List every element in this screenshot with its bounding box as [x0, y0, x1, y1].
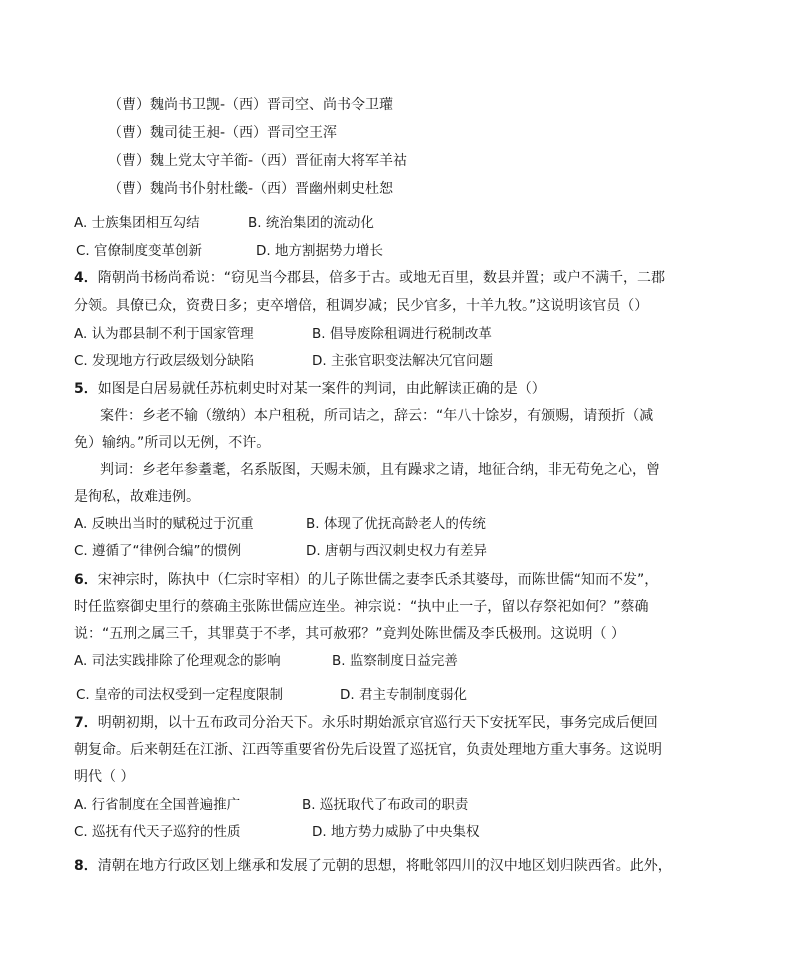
question-7-line-2: 朝复命。后来朝廷在江浙、江西等重要省份先后设置了巡抚官，负责处理地方重大事务。这说明: [74, 742, 662, 758]
q5-option-b: B. 体现了优抚高龄老人的传统: [306, 516, 486, 532]
q5-option-a: A. 反映出当时的赋税过于沉重: [74, 516, 254, 532]
q5-option-d: D. 唐朝与西汉刺史权力有差异: [306, 543, 487, 559]
q5-case-line-1: 案件：乡老不输（缴纳）本户租税，所司诘之，辞云：“年八十馀岁，有颁赐，请预折（减: [100, 408, 654, 424]
official-pair-1: （曹）魏尚书卫觊-（西）晋司空、尚书令卫瓘: [108, 97, 394, 113]
q6-option-b: B. 监察制度日益完善: [332, 653, 458, 669]
q6-option-d: D. 君主专制制度弱化: [340, 687, 467, 703]
question-5-number: 5．: [74, 381, 98, 397]
q7-option-c: C. 巡抚有代天子巡狩的性质: [74, 824, 241, 840]
q5-case-line-2: 免）输纳。”所司以无例，不许。: [74, 435, 271, 451]
q3-option-a: A. 士族集团相互勾结: [74, 215, 200, 231]
q6-option-a: A. 司法实践排除了伦理观念的影响: [74, 653, 281, 669]
official-pair-2: （曹）魏司徒王昶-（西）晋司空王浑: [108, 125, 338, 141]
question-6-line-2: 时任监察御史里行的蔡确主张陈世儒应连坐。神宗说：“执中止一子，留以存祭祀如何？”蔡确: [74, 599, 649, 615]
official-pair-3: （曹）魏上党太守羊衜-（西）晋征南大将军羊祜: [108, 153, 408, 169]
q7-option-b: B. 巡抚取代了布政司的职责: [302, 797, 469, 813]
q3-option-c: C. 官僚制度变革创新: [76, 243, 203, 259]
question-6-number: 6．: [74, 572, 98, 588]
q3-option-d: D. 地方割据势力增长: [256, 243, 383, 259]
question-7-line-1: 7．明朝初期，以十五布政司分治天下。永乐时期始派京官巡行天下安抚军民，事务完成后便回: [74, 715, 658, 731]
question-4-line-1: 4．隋朝尚书杨尚希说：“窃见当今郡县，倍多于古。或地无百里，数县并置；或户不满千，二郡: [74, 270, 666, 286]
question-8-line-1: 8．清朝在地方行政区划上继承和发展了元朝的思想，将毗邻四川的汉中地区划归陕西省。此外，: [74, 858, 672, 874]
q6-option-c: C. 皇帝的司法权受到一定程度限制: [76, 687, 284, 703]
q4-option-d: D. 主张官职变法解决冗官问题: [312, 353, 493, 369]
q4-option-c: C. 发现地方行政层级划分缺陷: [74, 353, 255, 369]
question-6-line-1: 6．宋神宗时，陈执中（仁宗时宰相）的儿子陈世儒之妻李氏杀其婆母，而陈世儒“知而不发”，: [74, 572, 659, 588]
question-7-number: 7．: [74, 715, 98, 731]
question-6-line-3: 说：“五刑之属三千，其罪莫于不孝，其可赦邪？”竟判处陈世儒及李氏极刑。这说明（ ）: [74, 626, 625, 642]
question-7-line-3: 明代（ ）: [74, 769, 135, 785]
q5-verdict-line-1: 判词：乡老年参耋耄，名系版图，天赐未颁，且有躁求之请，地征合纳，非无苟免之心，曾: [100, 462, 660, 478]
q7-option-d: D. 地方势力威胁了中央集权: [312, 824, 480, 840]
question-4-line-2: 分领。具僚已众，资费日多；吏卒增倍，租调岁减；民少官多，十羊九牧。”这说明该官员（）: [74, 298, 649, 314]
question-4-number: 4．: [74, 270, 98, 286]
q3-option-b: B. 统治集团的流动化: [248, 215, 374, 231]
question-8-number: 8．: [74, 858, 98, 874]
question-5-stem: 5．如图是白居易就任苏杭刺史时对某一案件的判词，由此解读正确的是（）: [74, 381, 546, 397]
q5-option-c: C. 遵循了“律例合编”的惯例: [74, 543, 241, 559]
q4-option-b: B. 倡导废除租调进行税制改革: [312, 326, 492, 342]
q5-verdict-line-2: 是徇私，故难违例。: [74, 489, 200, 505]
q7-option-a: A. 行省制度在全国普遍推广: [74, 797, 241, 813]
official-pair-4: （曹）魏尚书仆射杜畿-（西）晋幽州刺史杜恕: [108, 181, 394, 197]
q4-option-a: A. 认为郡县制不利于国家管理: [74, 326, 254, 342]
